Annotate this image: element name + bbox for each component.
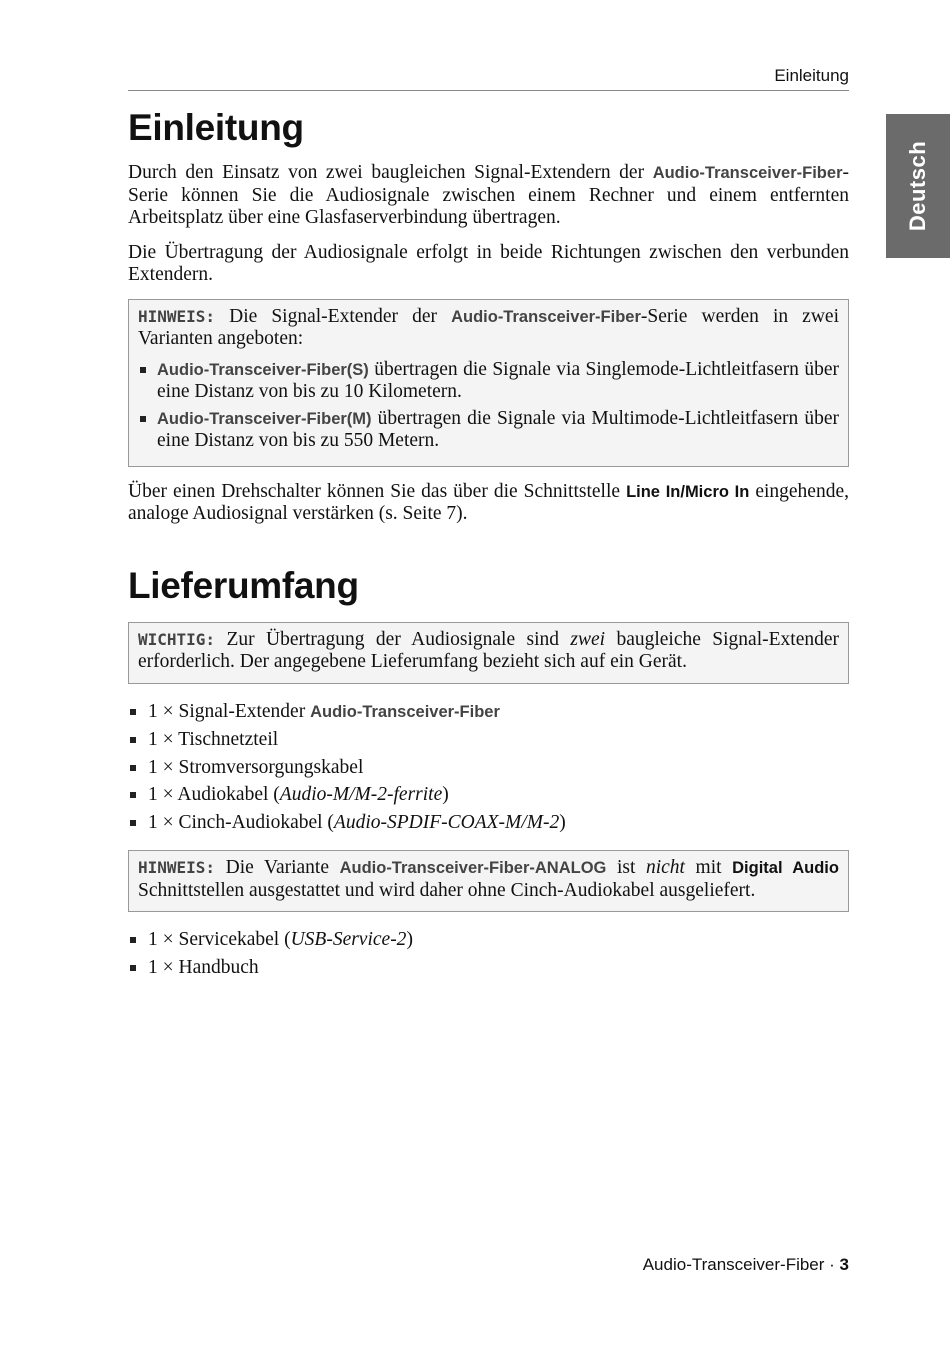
interface-name: Line In/Micro In: [626, 482, 750, 501]
text: 1 × Cinch-Audiokabel (: [148, 811, 334, 833]
text: 1 × Signal-Extender: [148, 700, 311, 722]
note-box-variants: [128, 299, 849, 467]
text: baugleiche Signal-Extender erforderlich. Der angegebene Lieferumfang bezieht sich auf ein Gerät.: [138, 628, 839, 672]
emphasis: nicht: [645, 857, 685, 878]
product-name: Audio-Transceiver-Fiber: [310, 702, 500, 721]
text: Über einen Drehschalter können Sie das über die Schnittstelle: [128, 480, 627, 502]
text: übertragen die Signale via Multimode-Lichtleitfasern über eine Distanz von bis zu 550 Metern.: [157, 407, 839, 451]
list-item: [128, 726, 849, 754]
text: eingehende, analoge Audiosignal verstärken (s. Seite 7).: [128, 480, 849, 524]
text: 1 × Audiokabel (: [148, 784, 280, 805]
page-content: [128, 104, 849, 995]
section-title-einleitung: Einleitung: [128, 107, 304, 148]
variant-list: [138, 359, 839, 453]
text: übertragen die Signale via Singlemode-Lichtleitfasern über eine Distanz von bis zu 10 Kilometern.: [157, 358, 839, 402]
text: -Serie können Sie die Audiosignale zwischen einem Rechner und einem entfernten Arbeitsplatz über eine Glasfaserverbindung übertragen.: [128, 162, 849, 228]
intro-paragraph-2: Die Übertragung der Audiosignale erfolgt in beide Richtungen zwischen den verbunden Extendern.: [128, 241, 849, 285]
page-number: 3: [839, 1255, 849, 1274]
text: -Serie werden in zwei Varianten angeboten:: [138, 305, 839, 349]
list-item: [128, 698, 849, 727]
page-footer: [128, 1255, 849, 1275]
language-tab: [886, 114, 950, 258]
warning-label: WICHTIG:: [138, 629, 216, 649]
note-label: HINWEIS:: [138, 858, 216, 877]
text: ): [406, 929, 413, 950]
list-item: [128, 809, 849, 837]
section-title-lieferumfang: Lieferumfang: [128, 564, 359, 606]
intro-paragraph-3: [128, 481, 849, 526]
language-tab-label: Deutsch: [905, 140, 930, 232]
product-name: Audio-Transceiver-Fiber(S): [157, 360, 369, 379]
text: ): [559, 811, 566, 833]
text: Durch den Einsatz von zwei baugleichen Signal-Extendern der: [128, 162, 653, 183]
footer-title: Audio-Transceiver-Fiber ·: [642, 1255, 840, 1274]
list-item: [128, 954, 849, 982]
list-item: [128, 926, 849, 954]
cable-name: USB-Service-2: [290, 929, 407, 950]
text: Zur Übertragung der Audiosignale sind: [215, 628, 571, 650]
text: ): [442, 784, 449, 805]
note-label: HINWEIS:: [138, 306, 216, 326]
text: 1 × Stromversorgungskabel: [148, 756, 364, 778]
intro-paragraph-1: [128, 162, 849, 230]
cable-name: Audio-M/M-2-ferrite: [279, 784, 443, 805]
text: 1 × Tischnetzteil: [148, 729, 279, 750]
list-item: [138, 408, 839, 453]
text: 1 × Servicekabel (: [148, 929, 291, 950]
scope-of-delivery-list-2: [128, 926, 849, 981]
list-item: [128, 754, 849, 782]
text: mit: [684, 857, 733, 878]
interface-name: Digital Audio: [732, 859, 839, 877]
scope-of-delivery-list: [128, 698, 849, 837]
list-item: [138, 359, 839, 404]
product-name: Audio-Transceiver-Fiber: [451, 307, 641, 326]
text: Schnittstellen ausgestattet und wird daher ohne Cinch-Audiokabel ausgeliefert.: [138, 879, 756, 901]
product-name: Audio-Transceiver-Fiber-ANALOG: [339, 859, 607, 877]
emphasis: zwei: [570, 628, 606, 650]
cable-name: Audio-SPDIF-COAX-M/M-2: [333, 811, 560, 833]
running-header: Einleitung: [128, 66, 849, 91]
text: Die Signal-Extender der: [215, 305, 452, 327]
text: Die Variante: [215, 857, 340, 878]
product-name: Audio-Transceiver-Fiber: [652, 164, 843, 182]
product-name: Audio-Transceiver-Fiber(M): [157, 409, 372, 428]
text: ist: [606, 857, 646, 878]
text: 1 × Handbuch: [148, 956, 259, 978]
warning-box: [128, 622, 849, 684]
note-box-analog: [128, 850, 849, 912]
list-item: [128, 781, 849, 809]
